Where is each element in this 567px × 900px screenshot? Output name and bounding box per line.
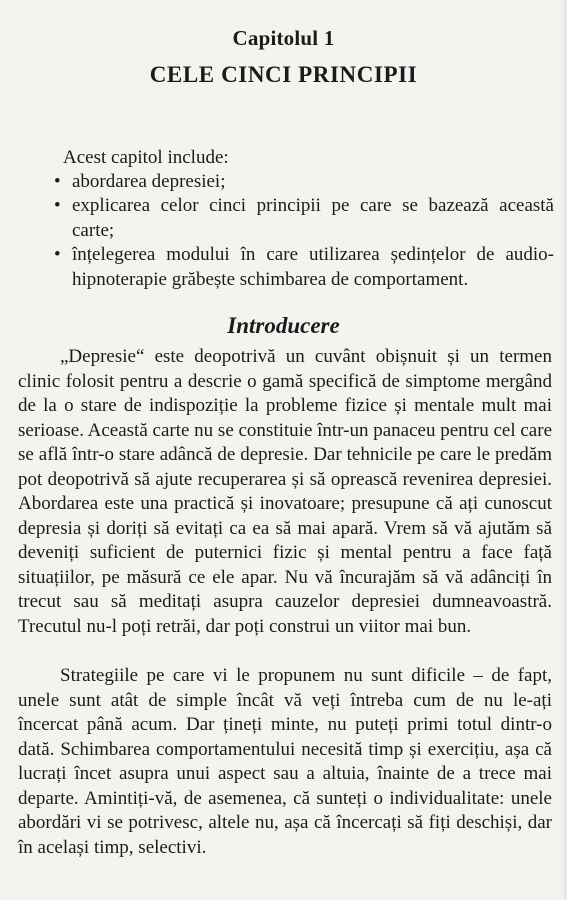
section-heading: Introducere xyxy=(227,313,340,338)
body-paragraph: „Depresie“ este deopotrivă un cuvânt obișnuit și un termen clinic folosit pentru a descrie o gamă specifică de simptome mergând de la o stare de indispoziție la probleme fizice și mentale mult mai serioase. Această carte nu se constituie într-un panaceu pentru cel care se află într-o stare adâncă de depresie. Dar tehnicile pe care le predăm pot deopotrivă să ajute recuperarea și să oprească revenirea depresiei. Abordarea este una practică și inovatoare; presupune că ați cunoscut depresia și doriți să evitați ca ea să mai apară. Vrem să vă ajutăm să deveniți suficient de puternici fizic și mental pentru a face față situațiilor, pe măsură ce ele apar. Nu vă încurajăm să vă adânciți în trecut sau să meditați asupra cauzelor depresiei dumneavoastră. Trecutul nu-l poți retrăi, dar poți construi un viitor mai bun. xyxy=(18,346,553,637)
bullet-icon: • xyxy=(54,171,61,192)
list-item-text: înțelegerea modului în care utilizarea ședințelor de audio-hipnoterapie grăbește schimbarea de comportament. xyxy=(72,244,554,290)
list-item xyxy=(54,243,554,292)
list-item-text: abordarea depresiei; xyxy=(72,171,226,192)
chapter-number: Capitolul 1 xyxy=(232,26,335,50)
list-item xyxy=(54,170,554,194)
chapter-contents-list xyxy=(54,170,554,292)
bullet-icon: • xyxy=(54,195,61,217)
chapter-title: CELE CINCI PRINCIPII xyxy=(149,62,418,87)
body-paragraph: Strategiile pe care vi le propunem nu sunt dificile – de fapt, unele sunt atât de simple încât vă veți întreba cum de nu le-ați încercat până acum. Dar țineți minte, nu puteți primi totul dintr-o dată. Schimbarea comportamentului necesită timp și exercițiu, așa că lucrați încet asupra unui aspect sau a altuia, înainte de a trece mai departe. Amintiți-vă, de asemenea, că sunteți o individualitate: unele abordări vi se potrivesc, altele nu, așa că încercați să fiți deschiși, dar în același timp, selectivi. xyxy=(18,665,552,858)
list-item xyxy=(54,194,554,243)
bullet-icon: • xyxy=(54,244,61,266)
page-edge-shadow xyxy=(561,0,567,900)
list-item-text: explicarea celor cinci principii pe care se bazează această carte; xyxy=(72,195,554,241)
chapter-intro-lead: Acest capitol include: xyxy=(63,147,229,168)
